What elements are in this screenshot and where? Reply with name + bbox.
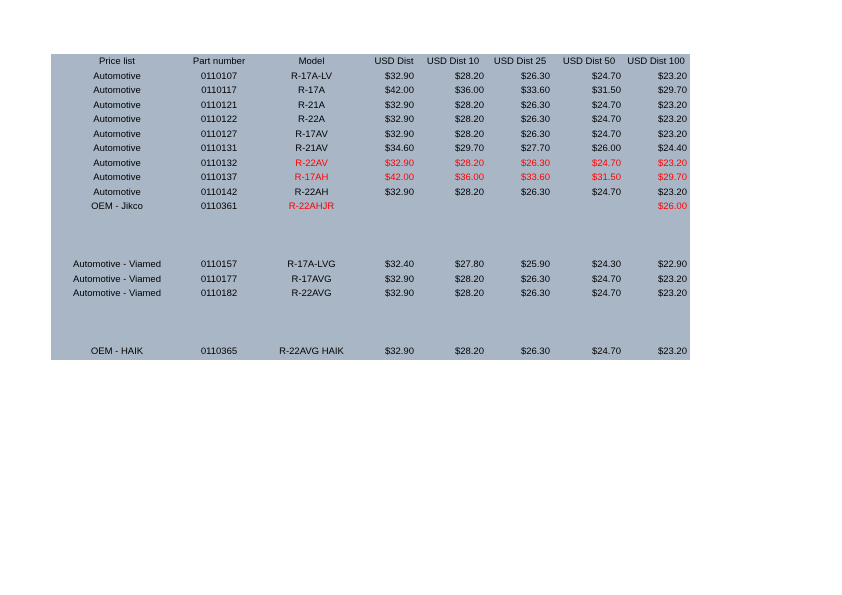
part-number-cell: 0110127 xyxy=(200,128,238,140)
part-number-cell: 0110142 xyxy=(200,186,238,198)
part-number-cell: 0110365 xyxy=(200,346,238,357)
table-row xyxy=(51,128,690,142)
part-number-cell: 0110182 xyxy=(200,288,238,299)
table-row xyxy=(51,171,690,185)
usd-dist-100-cell: $29.70 xyxy=(657,172,687,183)
usd-dist-50-cell: $24.70 xyxy=(591,114,621,125)
usd-dist-25-cell: $33.60 xyxy=(520,85,550,96)
usd-dist-cell: $32.90 xyxy=(384,273,414,285)
usd-dist-25-cell: $33.60 xyxy=(520,172,550,183)
part-number-cell: 0110117 xyxy=(201,85,237,96)
price-list-cell: Automotive xyxy=(93,114,141,125)
usd-dist-cell: $32.90 xyxy=(384,186,414,198)
usd-dist-100-cell: $23.20 xyxy=(657,128,687,140)
usd-dist-10-cell: $27.80 xyxy=(454,259,484,270)
model-cell: R-22AH xyxy=(294,186,329,198)
part-number-cell: 0110132 xyxy=(200,157,238,169)
header-usd-dist: USD Dist xyxy=(374,56,414,67)
price-list-cell: Automotive xyxy=(93,172,141,183)
part-number-cell: 0110131 xyxy=(200,143,238,154)
usd-dist-100-cell: $23.20 xyxy=(657,114,687,125)
usd-dist-cell: $32.90 xyxy=(384,346,414,357)
usd-dist-10-cell: $36.00 xyxy=(454,85,484,96)
usd-dist-cell: $32.40 xyxy=(384,259,414,270)
table-row xyxy=(51,200,690,214)
price-list-cell: Automotive xyxy=(93,85,141,96)
header-usd-dist-50: USD Dist 50 xyxy=(562,56,616,67)
price-list-cell: Automotive - Viamed xyxy=(72,259,161,270)
usd-dist-25-cell: $26.30 xyxy=(520,114,550,125)
usd-dist-100-cell: $24.40 xyxy=(657,143,687,154)
usd-dist-cell: $32.90 xyxy=(384,288,414,299)
usd-dist-25-cell: $26.30 xyxy=(520,273,550,285)
usd-dist-10-cell: $28.20 xyxy=(454,157,484,169)
usd-dist-cell: $42.00 xyxy=(384,172,414,183)
model-cell: R-17A xyxy=(298,85,325,96)
usd-dist-cell: $32.90 xyxy=(384,128,414,140)
usd-dist-100-cell: $23.20 xyxy=(657,346,687,357)
part-number-cell: 0110107 xyxy=(200,70,238,82)
usd-dist-100-cell: $23.20 xyxy=(657,157,687,169)
table-header-row xyxy=(51,55,690,69)
usd-dist-cell: $42.00 xyxy=(384,85,414,96)
price-list-cell: Automotive - Viamed xyxy=(72,288,161,299)
price-table xyxy=(51,54,690,360)
usd-dist-50-cell: $24.70 xyxy=(591,288,621,299)
usd-dist-25-cell xyxy=(484,200,550,214)
usd-dist-100-cell: $23.20 xyxy=(657,186,687,198)
model-cell: R-22AHJR xyxy=(288,201,335,212)
header-usd-dist-10: USD Dist 10 xyxy=(426,56,480,67)
usd-dist-50-cell: $24.70 xyxy=(591,346,621,357)
usd-dist-25-cell: $26.30 xyxy=(520,70,550,82)
usd-dist-50-cell: $24.30 xyxy=(591,259,621,270)
usd-dist-50-cell: $24.70 xyxy=(591,186,621,198)
usd-dist-10-cell: $28.20 xyxy=(454,273,484,285)
header-usd-dist-25: USD Dist 25 xyxy=(493,56,547,67)
usd-dist-25-cell: $26.30 xyxy=(520,128,550,140)
usd-dist-50-cell xyxy=(550,200,621,214)
price-list-cell: Automotive xyxy=(93,186,141,198)
usd-dist-50-cell: $24.70 xyxy=(591,99,621,111)
usd-dist-10-cell: $28.20 xyxy=(454,114,484,125)
usd-dist-10-cell: $29.70 xyxy=(454,143,484,154)
usd-dist-100-cell: $29.70 xyxy=(657,85,687,96)
usd-dist-100-cell: $22.90 xyxy=(657,259,687,270)
usd-dist-50-cell: $31.50 xyxy=(591,85,621,96)
model-cell: R-17A-LVG xyxy=(287,259,336,270)
header-price-list: Price list xyxy=(99,56,135,67)
usd-dist-cell: $32.90 xyxy=(384,114,414,125)
table-row xyxy=(51,70,690,84)
price-list-cell: OEM - HAIK xyxy=(90,346,144,357)
usd-dist-100-cell: $23.20 xyxy=(657,273,687,285)
usd-dist-cell: $32.90 xyxy=(384,99,414,111)
usd-dist-10-cell: $28.20 xyxy=(454,128,484,140)
usd-dist-100-cell: $23.20 xyxy=(657,288,687,299)
price-list-cell: Automotive xyxy=(93,157,141,169)
usd-dist-cell: $32.90 xyxy=(384,70,414,82)
table-row xyxy=(51,84,690,98)
price-list-cell: Automotive xyxy=(93,128,141,140)
table-row xyxy=(51,258,690,272)
usd-dist-50-cell: $24.70 xyxy=(591,273,621,285)
header-part-number: Part number xyxy=(192,56,246,67)
part-number-cell: 0110361 xyxy=(200,201,238,212)
usd-dist-10-cell: $36.00 xyxy=(454,172,484,183)
usd-dist-cell: $32.90 xyxy=(384,157,414,169)
part-number-cell: 0110137 xyxy=(200,172,238,183)
usd-dist-10-cell: $28.20 xyxy=(454,288,484,299)
model-cell: R-17AH xyxy=(294,172,329,183)
table-row xyxy=(51,345,690,359)
usd-dist-100-cell: $26.00 xyxy=(657,201,687,212)
usd-dist-50-cell: $26.00 xyxy=(591,143,621,154)
price-list-cell: Automotive xyxy=(93,143,141,154)
part-number-cell: 0110122 xyxy=(200,114,238,125)
usd-dist-25-cell: $26.30 xyxy=(520,186,550,198)
usd-dist-25-cell: $26.30 xyxy=(520,288,550,299)
usd-dist-10-cell: $28.20 xyxy=(454,186,484,198)
part-number-cell: 0110157 xyxy=(200,259,238,270)
table-row xyxy=(51,99,690,113)
usd-dist-100-cell: $23.20 xyxy=(657,70,687,82)
usd-dist-25-cell: $26.30 xyxy=(520,99,550,111)
part-number-cell: 0110177 xyxy=(200,273,238,285)
model-cell: R-17AVG xyxy=(291,273,332,285)
usd-dist-25-cell: $25.90 xyxy=(520,259,550,270)
model-cell: R-22AV xyxy=(295,157,328,169)
usd-dist-25-cell: $27.70 xyxy=(520,143,550,154)
usd-dist-50-cell: $24.70 xyxy=(591,70,621,82)
table-row xyxy=(51,287,690,301)
model-cell: R-22AVG HAIK xyxy=(279,346,344,357)
table-row xyxy=(51,186,690,200)
usd-dist-cell: $34.60 xyxy=(384,143,414,154)
usd-dist-10-cell: $28.20 xyxy=(454,346,484,357)
price-list-cell: Automotive xyxy=(93,99,141,111)
usd-dist-50-cell: $31.50 xyxy=(591,172,621,183)
header-usd-dist-100: USD Dist 100 xyxy=(627,56,685,67)
usd-dist-50-cell: $24.70 xyxy=(591,128,621,140)
header-model: Model xyxy=(298,56,325,67)
table-row xyxy=(51,142,690,156)
usd-dist-10-cell: $28.20 xyxy=(454,99,484,111)
price-list-cell: OEM - Jikco xyxy=(91,201,143,212)
usd-dist-cell xyxy=(368,200,414,214)
model-cell: R-21AV xyxy=(295,143,328,154)
model-cell: R-17A-LV xyxy=(290,70,332,82)
usd-dist-10-cell: $28.20 xyxy=(454,70,484,82)
usd-dist-50-cell: $24.70 xyxy=(591,157,621,169)
price-list-cell: Automotive - Viamed xyxy=(72,273,161,285)
part-number-cell: 0110121 xyxy=(200,99,238,111)
usd-dist-100-cell: $23.20 xyxy=(657,99,687,111)
model-cell: R-21A xyxy=(298,99,325,111)
price-list-cell: Automotive xyxy=(93,70,141,82)
usd-dist-25-cell: $26.30 xyxy=(520,157,550,169)
model-cell: R-17AV xyxy=(295,128,328,140)
usd-dist-10-cell xyxy=(414,200,484,214)
model-cell: R-22AVG xyxy=(291,288,332,299)
table-row xyxy=(51,157,690,171)
table-row xyxy=(51,273,690,287)
model-cell: R-22A xyxy=(298,114,325,125)
table-row xyxy=(51,113,690,127)
usd-dist-25-cell: $26.30 xyxy=(520,346,550,357)
